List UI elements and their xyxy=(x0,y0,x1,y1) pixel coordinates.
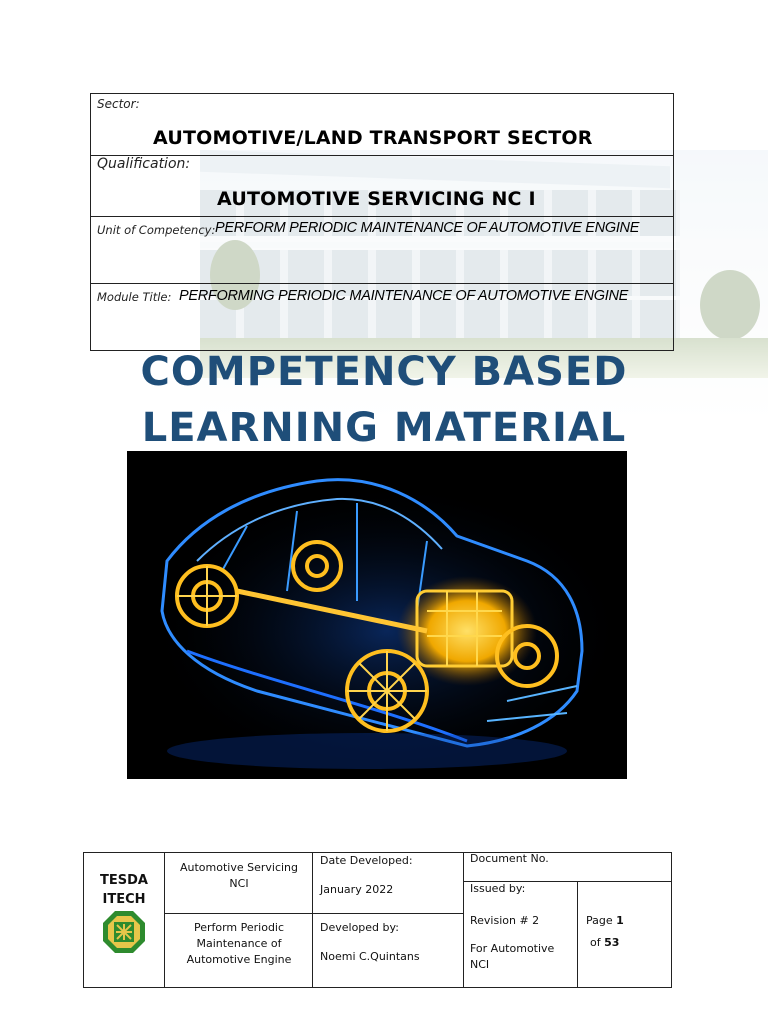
sector-row xyxy=(91,94,673,156)
page-word: Page xyxy=(586,914,613,927)
module-label: Module Title: xyxy=(97,290,172,304)
module-value: PERFORMING PERIODIC MAINTENANCE OF AUTOMOTIVE ENGINE xyxy=(179,288,628,304)
header-table xyxy=(90,93,674,351)
title-line-2: LEARNING MATERIAL xyxy=(141,405,627,451)
developed-label: Developed by: xyxy=(320,921,399,934)
car-xray-image xyxy=(127,451,627,779)
date-label: Date Developed: xyxy=(320,854,413,867)
footer-qualification: Automotive Servicing NCI xyxy=(179,861,299,890)
unit-value: PERFORM PERIODIC MAINTENANCE OF AUTOMOTIVE ENGINE xyxy=(215,220,640,236)
footer-unit: Perform Periodic Maintenance of Automotive Engine xyxy=(186,921,292,966)
footer-table xyxy=(83,852,672,988)
module-row xyxy=(91,284,673,350)
unit-label: Unit of Competency: xyxy=(97,223,216,237)
sector-value: AUTOMOTIVE/LAND TRANSPORT SECTOR xyxy=(153,127,593,149)
org-line-2: ITECH xyxy=(102,892,146,907)
page-total-indicator xyxy=(590,935,619,951)
revision-label: Revision # 2 xyxy=(470,914,540,927)
sector-label: Sector: xyxy=(97,97,140,111)
qualification-value: AUTOMOTIVE SERVICING NC I xyxy=(217,188,536,210)
org-line-1: TESDA xyxy=(100,873,148,888)
qualification-label: Qualification: xyxy=(97,156,191,172)
page-number: 1 xyxy=(616,914,624,927)
issued-by-label: Issued by: xyxy=(470,882,526,895)
of-word: of xyxy=(590,936,601,949)
page-indicator xyxy=(586,913,624,929)
for-automotive-label: For Automotive NCI xyxy=(470,942,555,971)
date-value: January 2022 xyxy=(320,883,394,896)
unit-row xyxy=(91,217,673,284)
developed-value: Noemi C.Quintans xyxy=(320,950,420,963)
document-no-label: Document No. xyxy=(470,852,549,865)
qualification-row xyxy=(91,156,673,217)
title-line-1: COMPETENCY BASED xyxy=(140,349,628,395)
page-total: 53 xyxy=(604,936,620,949)
org-name xyxy=(84,871,164,909)
tesda-logo-icon xyxy=(102,910,146,954)
